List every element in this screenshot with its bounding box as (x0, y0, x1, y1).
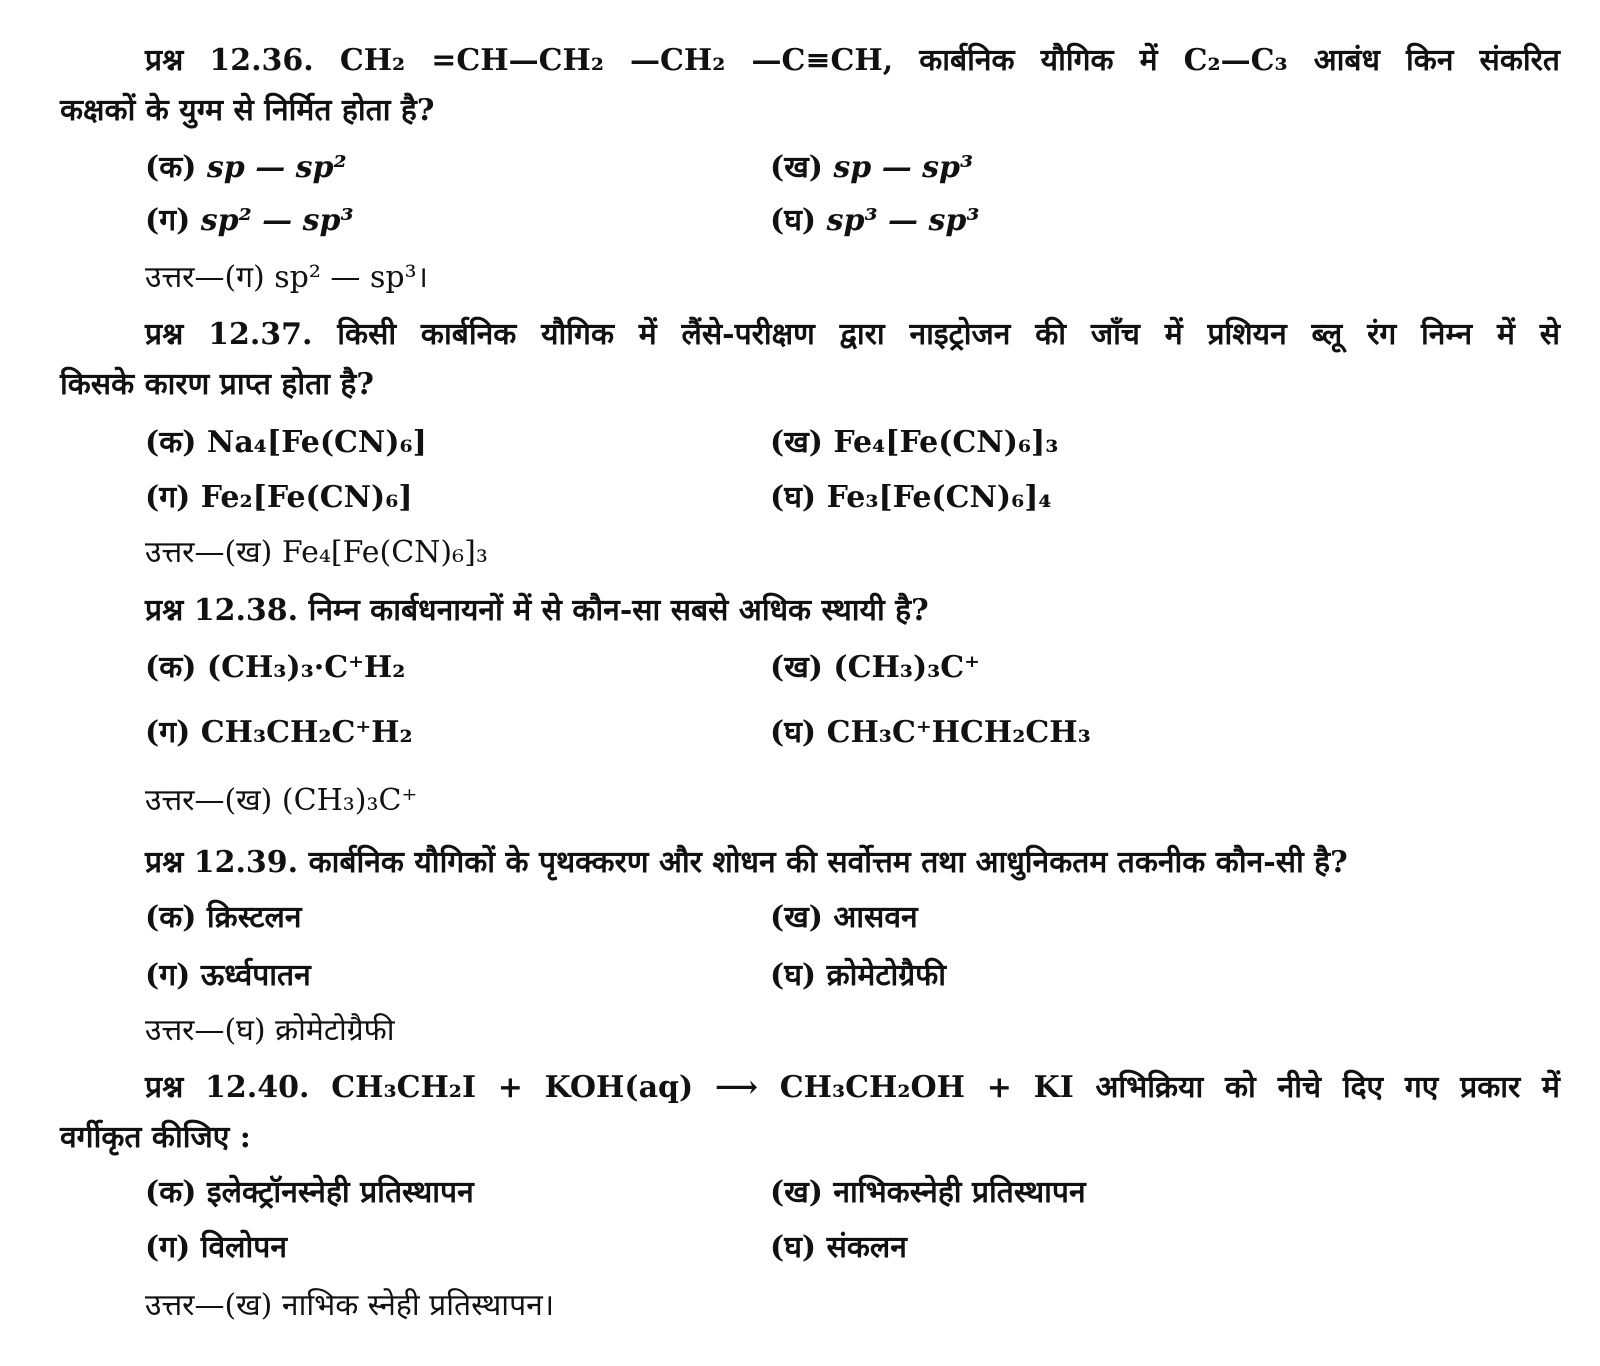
option-label: (ग) (145, 1230, 191, 1265)
option-label: (ख) (770, 650, 823, 685)
option-12-39-kha (770, 895, 918, 936)
option-12-40-ka (145, 1170, 474, 1211)
option-text: sp³ — sp³ (826, 203, 980, 238)
option-label: (ख) (770, 1175, 823, 1210)
question-text: CH₃CH₂I + KOH(aq) ⟶ CH₃CH₂OH + KI अभिक्रिया को नीचे दिए गए प्रकार में (331, 1070, 1561, 1105)
option-text: (CH₃)₃C⁺ (833, 650, 980, 685)
question-12-40-cont: वर्गीकृत कीजिए : (60, 1120, 251, 1155)
option-text: नाभिकस्नेही प्रतिस्थापन (833, 1175, 1086, 1210)
option-12-39-ga (145, 953, 311, 994)
question-number: प्रश्न 12.38. (145, 593, 299, 628)
option-12-36-ga (145, 198, 354, 239)
option-text: आसवन (833, 900, 918, 935)
question-text: कार्बनिक यौगिकों के पृथक्करण और शोधन की सर्वोत्तम तथा आधुनिकतम तकनीक कौन-सी है? (308, 845, 1348, 880)
option-text: Fe₂[Fe(CN)₆] (200, 480, 413, 515)
question-12-37 (145, 312, 1560, 353)
question-12-39 (145, 840, 1348, 881)
option-text: CH₃C⁺HCH₂CH₃ (826, 715, 1091, 750)
option-text: Fe₄[Fe(CN)₆]₃ (833, 425, 1059, 460)
option-text: CH₃CH₂C⁺H₂ (200, 715, 413, 750)
option-text: विलोपन (200, 1230, 287, 1265)
option-label: (घ) (770, 203, 817, 238)
answer-12-39: उत्तर—(घ) क्रोमेटोग्रैफी (145, 1013, 395, 1048)
question-12-36 (145, 38, 1560, 79)
option-12-38-gha (770, 710, 1091, 751)
option-12-38-ka (145, 645, 405, 686)
option-text: इलेक्ट्रॉनस्नेही प्रतिस्थापन (206, 1175, 474, 1210)
option-12-39-gha (770, 953, 946, 994)
option-text: ऊर्ध्वपातन (200, 958, 311, 993)
question-text: CH₂ =CH—CH₂ —CH₂ —C≡CH, कार्बनिक यौगिक में C₂—C₃ आबंध किन संकरित (339, 43, 1561, 78)
option-label: (क) (145, 650, 197, 685)
question-12-36-cont: कक्षकों के युग्म से निर्मित होता है? (60, 93, 435, 128)
question-number: प्रश्न 12.40. (145, 1070, 310, 1105)
option-label: (घ) (770, 1230, 817, 1265)
option-12-36-gha (770, 198, 979, 239)
question-text: निम्न कार्बधनायनों में से कौन-सा सबसे अधिक स्थायी है? (308, 593, 929, 628)
question-12-37-cont: किसके कारण प्राप्त होता है? (60, 367, 374, 402)
option-12-37-gha (770, 475, 1052, 516)
answer-12-38: उत्तर—(ख) (CH₃)₃C⁺ (145, 783, 418, 818)
question-text: किसी कार्बनिक यौगिक में लैंसे-परीक्षण द्वारा नाइट्रोजन की जाँच में प्रशियन ब्लू रंग निम्न में से (337, 317, 1561, 352)
question-number: प्रश्न 12.37. (145, 317, 313, 352)
answer-12-36: उत्तर—(ग) sp² — sp³। (145, 260, 428, 295)
option-text: (CH₃)₃·C⁺H₂ (206, 650, 406, 685)
option-12-39-ka (145, 895, 301, 936)
option-12-37-ka (145, 420, 427, 461)
option-12-37-kha (770, 420, 1058, 461)
option-12-40-ga (145, 1225, 287, 1266)
option-label: (क) (145, 900, 197, 935)
option-12-38-kha (770, 645, 980, 686)
answer-12-37: उत्तर—(ख) Fe₄[Fe(CN)₆]₃ (145, 535, 488, 570)
option-text: संकलन (826, 1230, 907, 1265)
option-label: (क) (145, 150, 197, 185)
option-text: Fe₃[Fe(CN)₆]₄ (826, 480, 1052, 515)
option-12-38-ga (145, 710, 413, 751)
option-label: (ख) (770, 900, 823, 935)
answer-12-40: उत्तर—(ख) नाभिक स्नेही प्रतिस्थापन। (145, 1288, 555, 1323)
option-12-36-kha (770, 145, 973, 186)
question-12-38 (145, 588, 929, 629)
option-label: (घ) (770, 715, 817, 750)
option-label: (ग) (145, 480, 191, 515)
option-text: क्रोमेटोग्रैफी (826, 958, 947, 993)
option-label: (ग) (145, 203, 191, 238)
option-12-36-ka (145, 145, 347, 186)
option-label: (ग) (145, 958, 191, 993)
option-text: sp² — sp³ (200, 203, 354, 238)
option-label: (ख) (770, 150, 823, 185)
option-label: (क) (145, 1175, 197, 1210)
option-label: (क) (145, 425, 197, 460)
option-text: sp — sp³ (833, 150, 974, 185)
option-12-40-gha (770, 1225, 907, 1266)
option-label: (घ) (770, 958, 817, 993)
question-12-40 (145, 1065, 1560, 1106)
option-label: (ग) (145, 715, 191, 750)
option-label: (घ) (770, 480, 817, 515)
option-12-37-ga (145, 475, 413, 516)
option-text: sp — sp² (206, 150, 347, 185)
question-number: प्रश्न 12.36. (145, 43, 314, 78)
question-number: प्रश्न 12.39. (145, 845, 299, 880)
option-12-40-kha (770, 1170, 1086, 1211)
option-label: (ख) (770, 425, 823, 460)
option-text: क्रिस्टलन (206, 900, 302, 935)
option-text: Na₄[Fe(CN)₆] (206, 425, 427, 460)
